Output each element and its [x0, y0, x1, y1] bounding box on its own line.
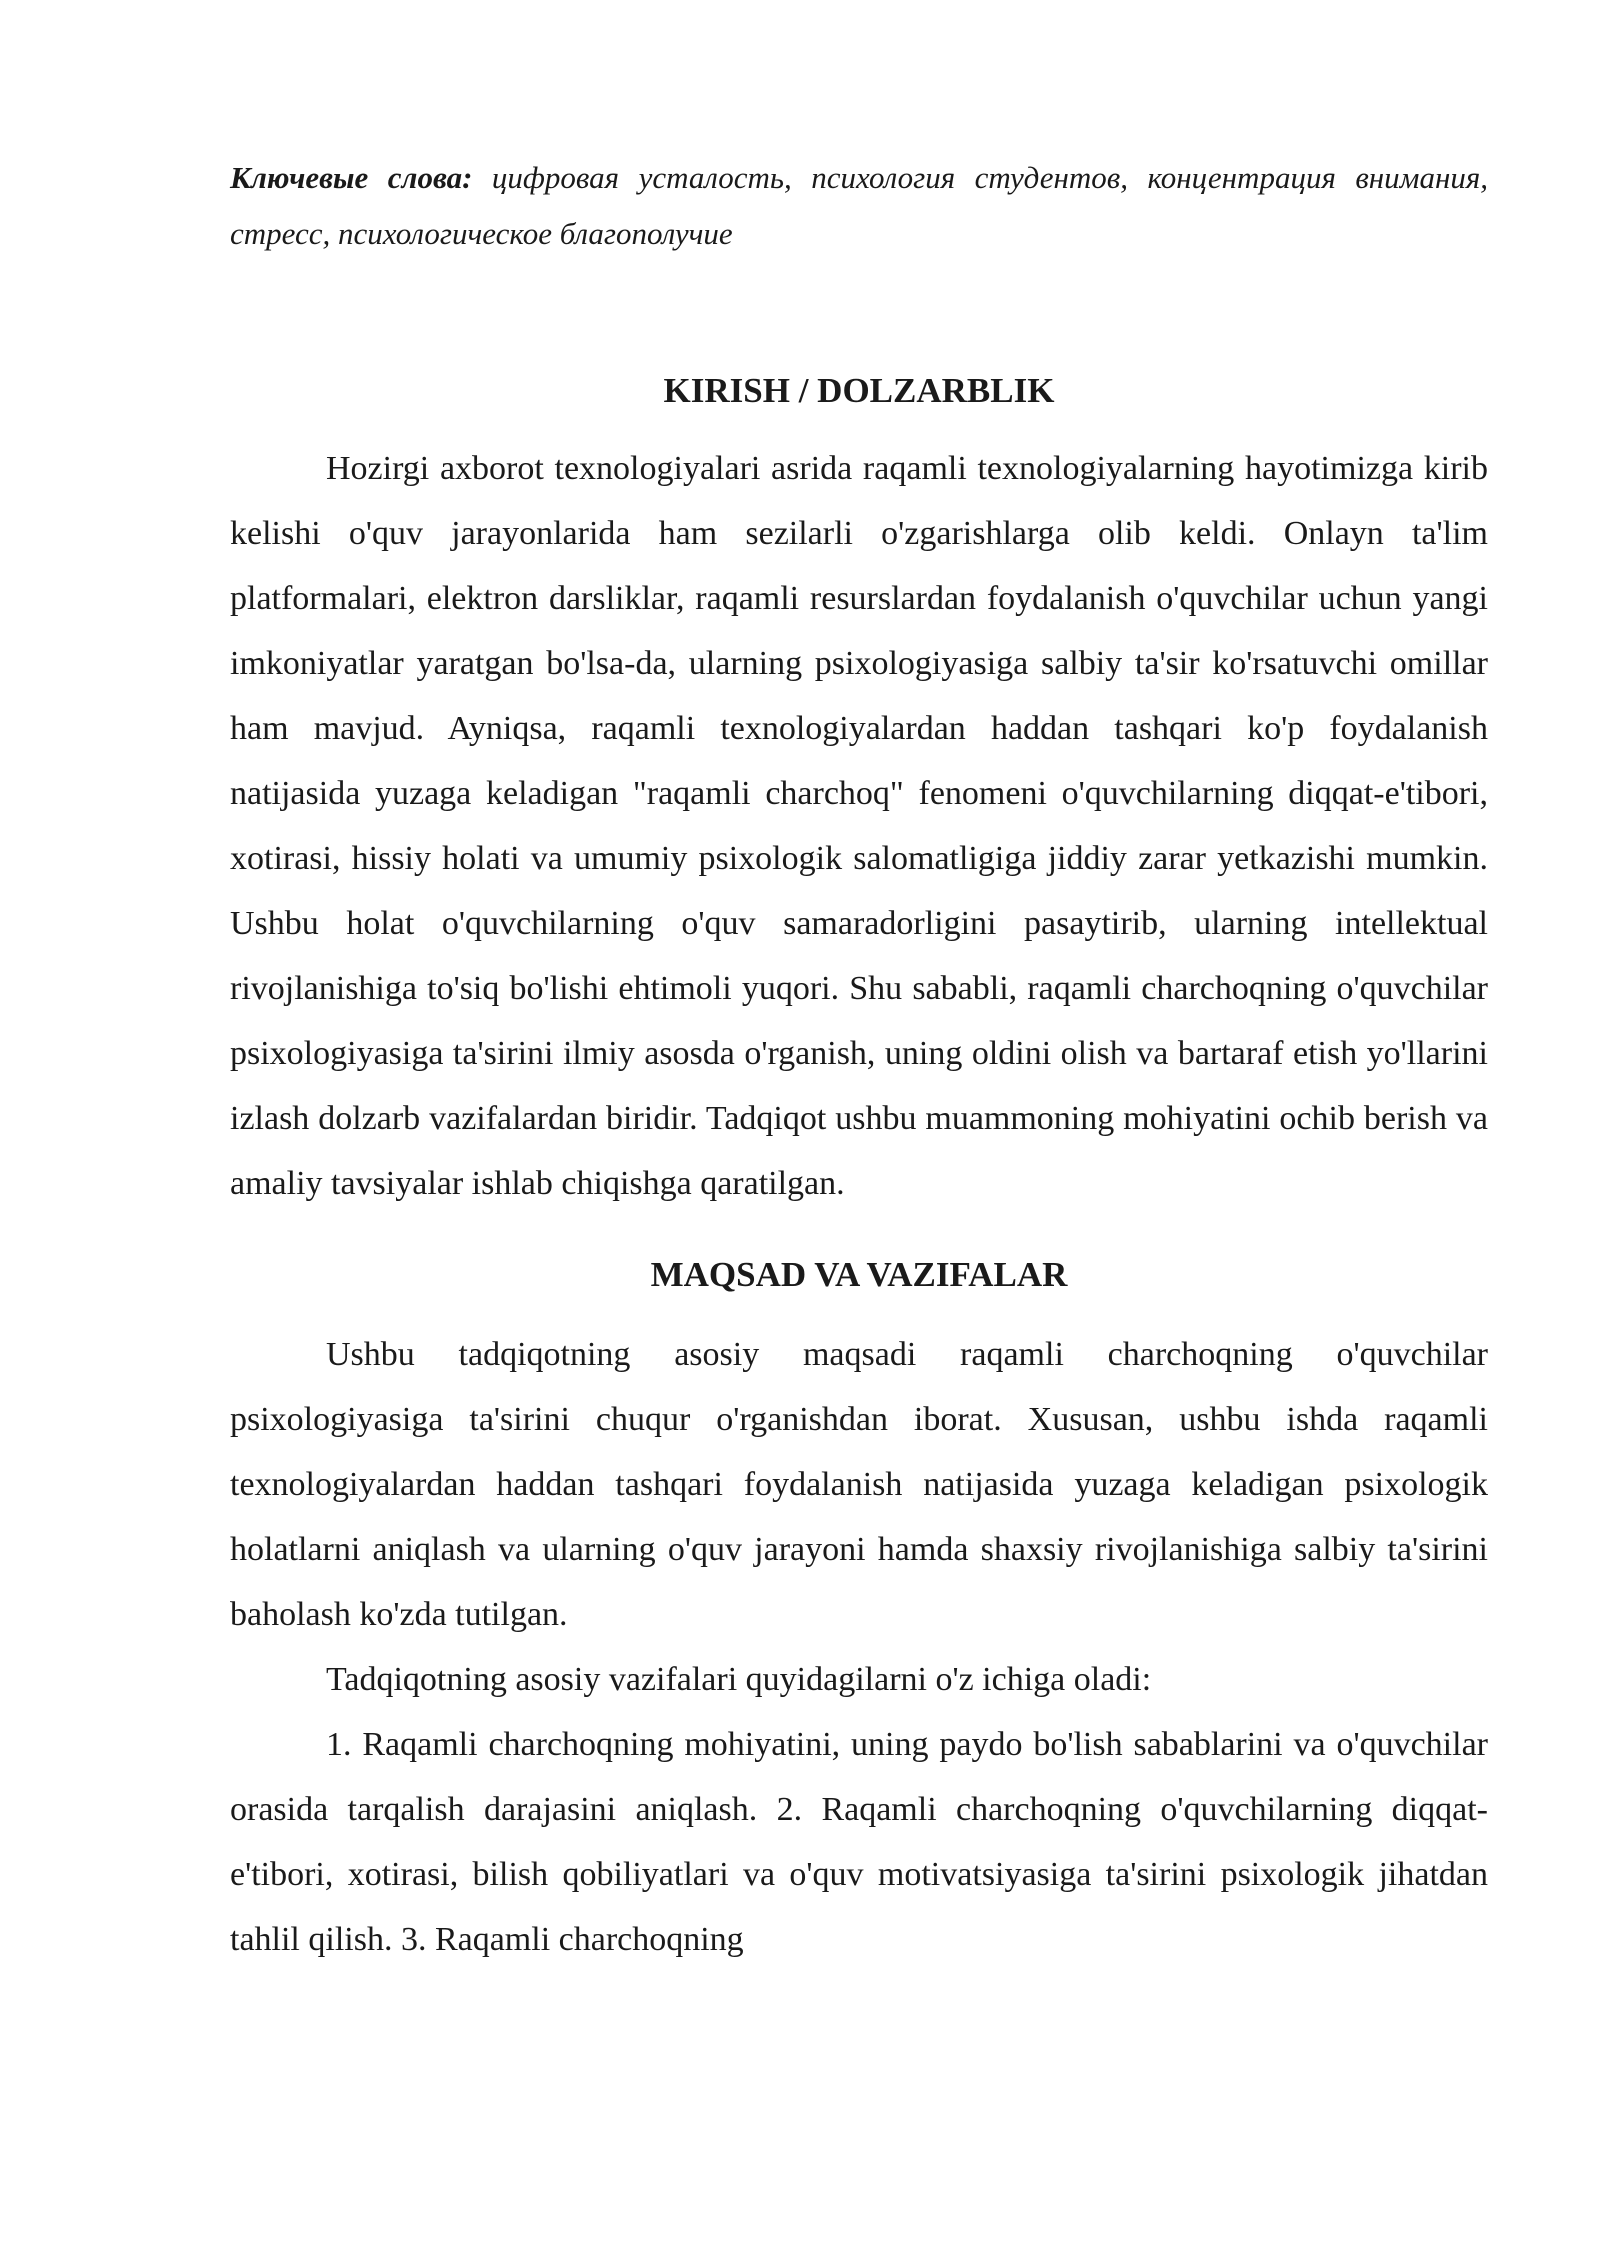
tasks-intro-paragraph: Tadqiqotning asosiy vazifalari quyidagilarni o'z ichiga oladi: — [326, 1661, 1152, 1698]
keywords-label: Ключевые слова: — [230, 160, 473, 195]
keywords-line — [230, 150, 1488, 262]
keywords-text: цифровая усталость, психология студентов, концентрация внимания, стресс, психологическое благополучие — [230, 160, 1489, 251]
goals-paragraph: Ushbu tadqiqotning asosiy maqsadi raqamli charchoqning o'quvchilar psixologiyasiga ta'sirini chuqur o'rganishdan iborat. Xususan, ushbu ishda raqamli texnologiyalardan haddan tashqari foydalanish natijasida yuzaga keladigan psixologik holatlarni aniqlash va ularning o'quv jarayoni hamda shaxsiy rivojlanishiga salbiy ta'sirini baholash ko'zda tutilgan. — [230, 1336, 1488, 1633]
introduction-paragraph: Hozirgi axborot texnologiyalari asrida raqamli texnologiyalarning hayotimizga kirib kelishi o'quv jarayonlarida ham sezilarli o'zgarishlarga olib keldi. Onlayn ta'lim platformalari, elektron darsliklar, raqamli resurslardan foydalanish o'quvchilar uchun yangi imkoniyatlar yaratgan bo'lsa-da, ularning psixologiyasiga salbiy ta'sir ko'rsatuvchi omillar ham mavjud. Ayniqsa, raqamli texnologiyalardan haddan tashqari ko'p foydalanish natijasida yuzaga keladigan "raqamli charchoq" fenomeni o'quvchilarning diqqat-e'tibori, xotirasi, hissiy holati va umumiy psixologik salomatligiga jiddiy zarar yetkazishi mumkin. Ushbu holat o'quvchilarning o'quv samaradorligini pasaytirib, ularning intellektual rivojlanishiga to'siq bo'lishi ehtimoli yuqori. Shu sababli, raqamli charchoqning o'quvchilar psixologiyasiga ta'sirini ilmiy asosda o'rganish, uning oldini olish va bartaraf etish yo'llarini izlash dolzarb vazifalardan biridir. Tadqiqot ushbu muammoning mohiyatini ochib berish va amaliy tavsiyalar ishlab chiqishga qaratilgan. — [230, 450, 1488, 1202]
section-heading-introduction: KIRISH / DOLZARBLIK — [663, 371, 1055, 410]
section-heading-goals: MAQSAD VA VAZIFALAR — [650, 1255, 1068, 1294]
document-page — [230, 150, 1488, 1972]
tasks-list-paragraph: 1. Raqamli charchoqning mohiyatini, uning paydo bo'lish sabablarini va o'quvchilar orasida tarqalish darajasini aniqlash. 2. Raqamli charchoqning o'quvchilarning diqqat-e'tibori, xotirasi, bilish qobiliyatlari va o'quv motivatsiyasiga ta'sirini psixologik jihatdan tahlil qilish. 3. Raqamli charchoqning — [230, 1726, 1488, 1958]
